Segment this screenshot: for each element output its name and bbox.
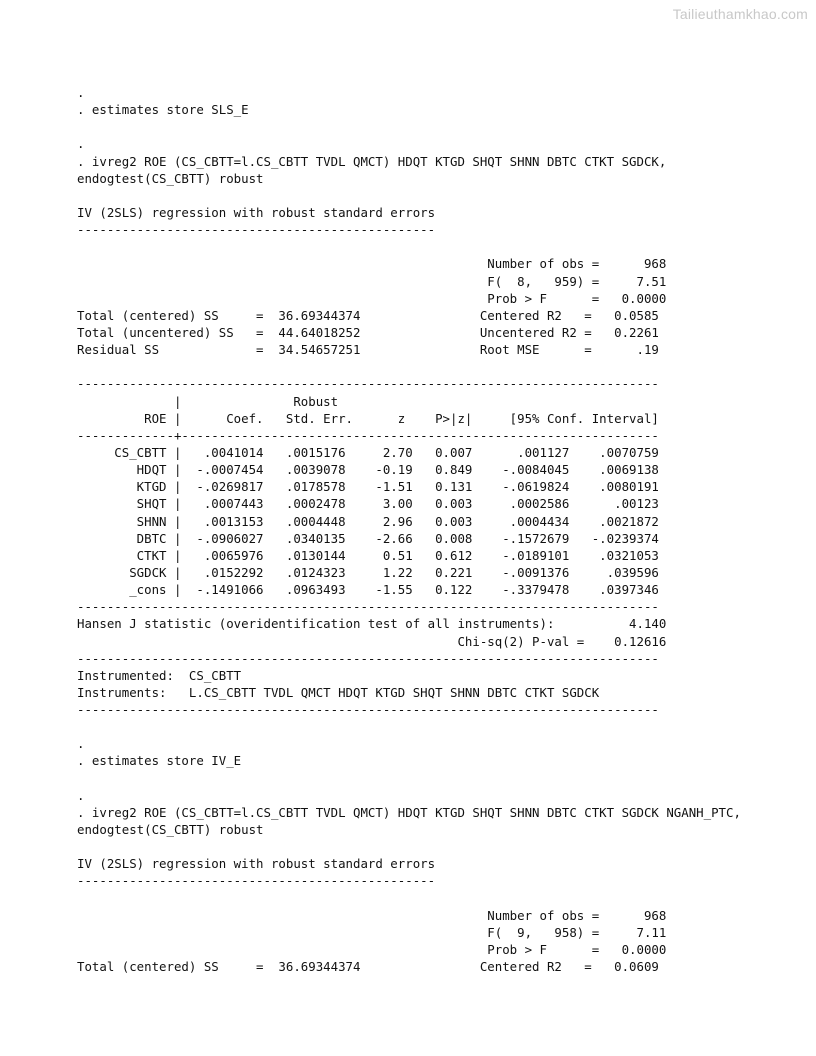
log-line [77, 358, 741, 375]
log-line: . ivreg2 ROE (CS_CBTT=l.CS_CBTT TVDL QMCT) HDQT KTGD SHQT SHNN DBTC CTKT SGDCK, [77, 153, 667, 169]
log-line [77, 770, 741, 787]
log-line: . [77, 85, 85, 100]
log-line: ------------------------------------------------------------------------------ [77, 702, 659, 718]
log-line: . [77, 736, 85, 752]
log-line: Prob > F = 0.0000 [77, 942, 667, 958]
log-line [77, 838, 741, 855]
log-line: ------------------------------------------------ [77, 222, 436, 238]
log-line: Total (centered) SS = 36.69344374 Centered R2 = 0.0585 [77, 307, 659, 323]
log-line [77, 187, 741, 204]
log-line: Instrumented: CS_CBTT [77, 667, 242, 683]
log-line [77, 718, 741, 735]
log-line: Chi-sq(2) P-val = 0.12616 [77, 633, 667, 649]
log-line: Total (uncentered) SS = 44.64018252 Uncentered R2 = 0.2261 [77, 324, 659, 340]
log-line: Number of obs = 968 [77, 256, 667, 272]
log-line: . estimates store SLS_E [77, 102, 249, 118]
log-line: CTKT | .0065976 .0130144 0.51 0.612 -.0189101 .0321053 [77, 547, 659, 563]
log-line: IV (2SLS) regression with robust standard errors [77, 856, 436, 872]
log-line: SHNN | .0013153 .0004448 2.96 0.003 .0004434 .0021872 [77, 513, 659, 529]
log-line: -------------+---------------------------------------------------------------- [77, 427, 659, 443]
stata-output-log [77, 84, 741, 975]
log-line: ------------------------------------------------------------------------------ [77, 599, 659, 615]
log-line: Prob > F = 0.0000 [77, 290, 667, 306]
log-line: Number of obs = 968 [77, 907, 667, 923]
log-line [77, 890, 741, 907]
log-line: IV (2SLS) regression with robust standard errors [77, 204, 436, 220]
log-line: endogtest(CS_CBTT) robust [77, 170, 264, 186]
log-line: CS_CBTT | .0041014 .0015176 2.70 0.007 .001127 .0070759 [77, 444, 659, 460]
log-line: endogtest(CS_CBTT) robust [77, 822, 264, 838]
log-line [77, 118, 741, 135]
log-line: | Robust [77, 393, 339, 409]
log-line: ROE | Coef. Std. Err. z P>|z| [95% Conf. Interval] [77, 410, 659, 426]
log-line: ------------------------------------------------ [77, 873, 436, 889]
log-line: KTGD | -.0269817 .0178578 -1.51 0.131 -.0619824 .0080191 [77, 479, 659, 495]
log-line: Hansen J statistic (overidentification test of all instruments): 4.140 [77, 616, 667, 632]
log-line: Total (centered) SS = 36.69344374 Centered R2 = 0.0609 [77, 959, 659, 975]
log-line: F( 9, 958) = 7.11 [77, 924, 667, 940]
log-line: Instruments: L.CS_CBTT TVDL QMCT HDQT KTGD SHQT SHNN DBTC CTKT SGDCK [77, 684, 600, 700]
watermark-text: Tailieuthamkhao.com [672, 6, 808, 22]
log-line: . [77, 136, 85, 152]
log-line: . ivreg2 ROE (CS_CBTT=l.CS_CBTT TVDL QMCT) HDQT KTGD SHQT SHNN DBTC CTKT SGDCK NGANH_PTC, [77, 804, 741, 820]
log-line: _cons | -.1491066 .0963493 -1.55 0.122 -.3379478 .0397346 [77, 582, 659, 598]
log-line: HDQT | -.0007454 .0039078 -0.19 0.849 -.0084045 .0069138 [77, 462, 659, 478]
log-line: SHQT | .0007443 .0002478 3.00 0.003 .0002586 .00123 [77, 496, 659, 512]
log-line [77, 238, 741, 255]
log-line: . [77, 787, 85, 803]
log-line: ------------------------------------------------------------------------------ [77, 650, 659, 666]
log-line: F( 8, 959) = 7.51 [77, 273, 667, 289]
log-line: Residual SS = 34.54657251 Root MSE = .19 [77, 342, 659, 358]
log-line: . estimates store IV_E [77, 753, 242, 769]
log-line: SGDCK | .0152292 .0124323 1.22 0.221 -.0091376 .039596 [77, 564, 659, 580]
log-line: ------------------------------------------------------------------------------ [77, 376, 659, 392]
log-line: DBTC | -.0906027 .0340135 -2.66 0.008 -.1572679 -.0239374 [77, 530, 659, 546]
